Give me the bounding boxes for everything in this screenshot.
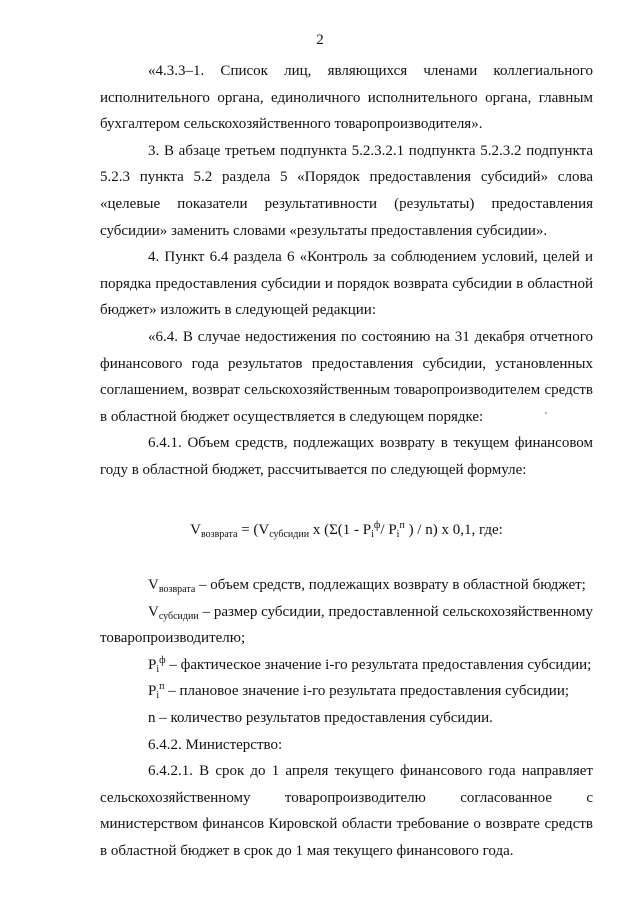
- paragraph-list-of-persons: «4.3.3–1. Список лиц, являющихся членами коллегиального исполнительного органа, единоличного исполнительного органа, главным бухгалтером сельскохозяйственного товаропроизводителя».: [100, 63, 593, 133]
- formula-tail: ) / n) x 0,1, где:: [404, 521, 503, 538]
- definition-v-refund: [100, 572, 593, 599]
- formula-v2: V: [258, 521, 270, 538]
- formula-p-sup1: ф: [373, 519, 381, 531]
- def3-sup: ф: [159, 654, 166, 666]
- formula-p-sub2: i: [396, 528, 400, 540]
- def1-symbol: V: [148, 577, 159, 594]
- formula-p-sup2: п: [399, 519, 405, 531]
- paragraph-6-4-2-1: 6.4.2.1. В срок до 1 апреля текущего финансового года направляет сельскохозяйственному товаропроизводителю согласованное с министерством финансов Кировской области требование о возврате средств в областной бюджет в срок до 1 мая текущего финансового года.: [100, 763, 593, 860]
- formula-v: V: [190, 521, 201, 538]
- paragraph-item-4: 4. Пункт 6.4 раздела 6 «Контроль за соблюдением условий, целей и порядка предоставления субсидии и порядок возврата субсидии в областной бюджет» изложить в следующей редакции:: [100, 249, 593, 319]
- def2-text: – размер субсидии, предоставленной сельскохозяйственному товаропроизводителю;: [100, 603, 593, 647]
- definition-n: n – количество результатов предоставления субсидии.: [148, 710, 493, 727]
- refund-formula: [100, 517, 593, 544]
- paragraph-6-4-2: 6.4.2. Министерство:: [148, 736, 283, 753]
- def1-sub: возврата: [158, 584, 196, 596]
- formula-v-sub: возврата: [200, 528, 238, 540]
- document-body: [100, 58, 593, 865]
- formula-eq: = (: [237, 521, 259, 538]
- def4-sub: i: [156, 690, 160, 702]
- paragraph-6-4-1: 6.4.1. Объем средств, подлежащих возврату в текущем финансовом году в областной бюджет, рассчитывается по следующей формуле:: [100, 435, 593, 478]
- paragraph-item-3: 3. В абзаце третьем подпункта 5.2.3.2.1 подпункта 5.2.3.2 подпункта 5.2.3 пункта 5.2 раздела 5 «Порядок предоставления субсидий» слова «целевые показатели результативности (результаты) предоставления субсидии» заменить словами «результаты предоставления субсидии».: [100, 142, 593, 239]
- definition-v-subsidy: [100, 599, 593, 652]
- formula-p-sub1: i: [371, 528, 374, 540]
- scan-speck: [545, 412, 547, 414]
- def1-text: – объем средств, подлежащих возврату в областной бюджет;: [195, 577, 586, 594]
- def2-sub: субсидии: [158, 610, 199, 622]
- page-number: 2: [316, 32, 324, 48]
- def2-symbol: V: [148, 603, 159, 620]
- formula-slash: / P: [380, 521, 397, 538]
- definition-p-fact: [100, 652, 593, 679]
- def3-sub: i: [156, 663, 160, 675]
- definition-p-plan: [100, 678, 593, 705]
- def4-sup: п: [159, 681, 165, 693]
- formula-v2-sub: субсидии: [269, 528, 310, 540]
- formula-mid: x (Σ(1 - P: [309, 521, 372, 538]
- def4-symbol: P: [148, 683, 157, 700]
- def4-text: – плановое значение i-го результата предоставления субсидии;: [164, 683, 570, 700]
- paragraph-6-4: «6.4. В случае недостижения по состоянию на 31 декабря отчетного финансового года результатов предоставления субсидии, установленных соглашением, возврат сельскохозяйственным товаропроизводителем средств в областной бюджет осуществляется в следующем порядке:: [100, 328, 593, 425]
- def3-text: – фактическое значение i-го результата предоставления субсидии;: [165, 656, 592, 673]
- def3-symbol: P: [148, 656, 157, 673]
